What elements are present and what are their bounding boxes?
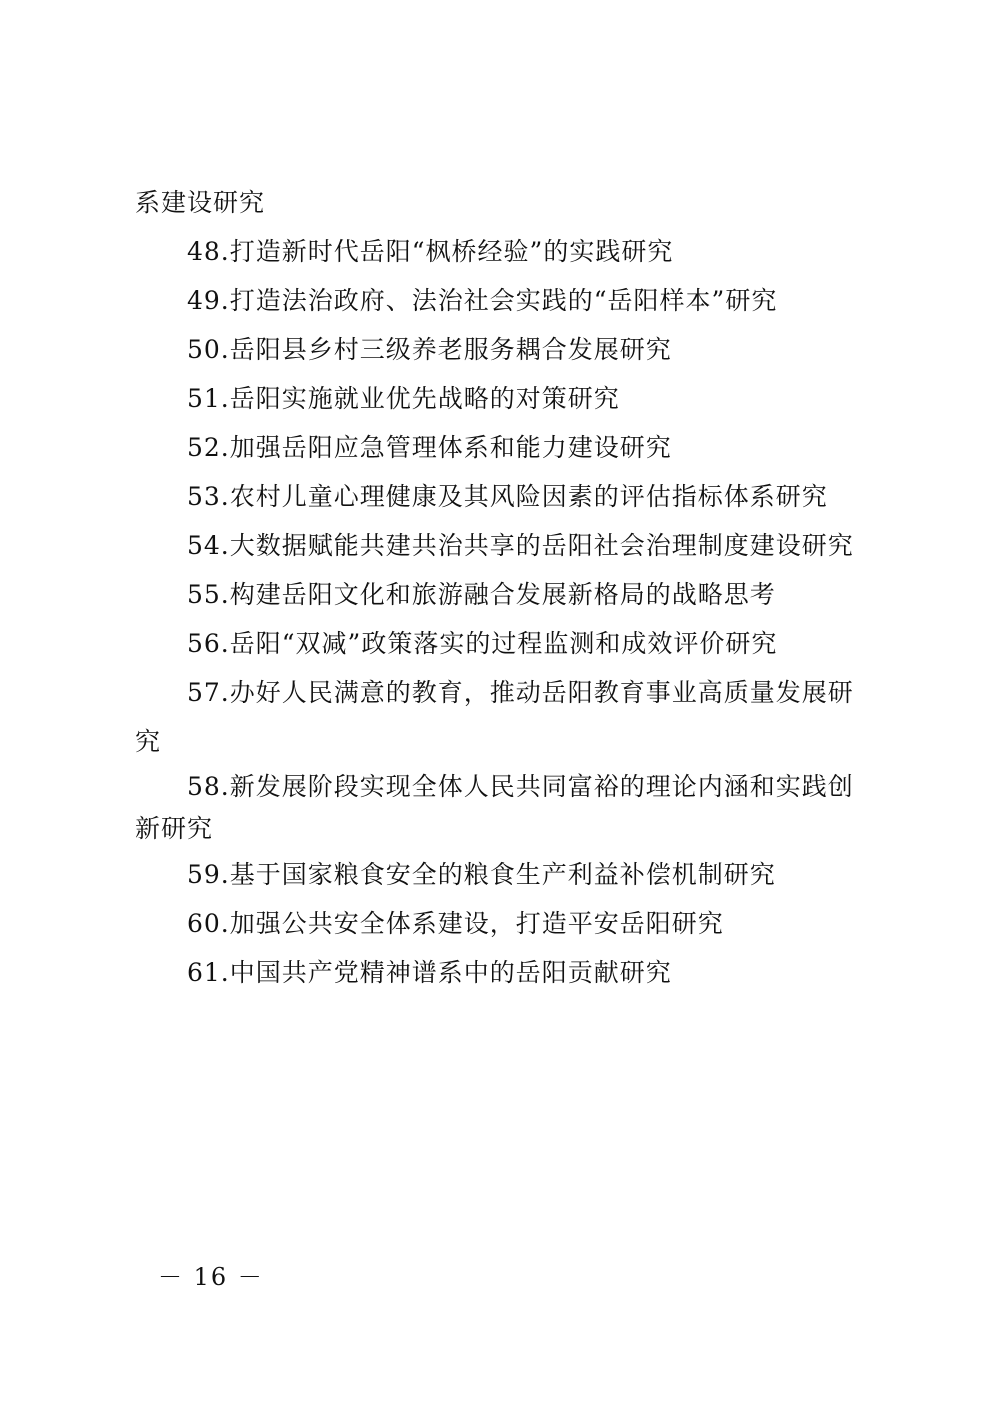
list-item-58-line-2: 新研究: [135, 814, 214, 843]
list-item-56: 56.岳阳“双减”政策落实的过程监测和成效评价研究: [187, 629, 778, 658]
page-number: － 16 －: [158, 1263, 264, 1291]
list-item-54: 54.大数据赋能共建共治共享的岳阳社会治理制度建设研究: [187, 531, 854, 560]
list-item-57-line-2: 究: [135, 727, 162, 756]
list-item-50: 50.岳阳县乡村三级养老服务耦合发展研究: [187, 335, 672, 364]
continuation-text: 系建设研究: [135, 188, 266, 217]
list-item-61: 61.中国共产党精神谱系中的岳阳贡献研究: [187, 958, 672, 987]
list-item-57-line-1: 57.办好人民满意的教育，推动岳阳教育事业高质量发展研: [187, 678, 854, 707]
research-topic-list: [135, 178, 880, 997]
list-item-60: 60.加强公共安全体系建设，打造平安岳阳研究: [187, 909, 724, 938]
list-item-51: 51.岳阳实施就业优先战略的对策研究: [187, 384, 620, 413]
list-item-59: 59.基于国家粮食安全的粮食生产利益补偿机制研究: [187, 860, 776, 889]
list-item-58-line-1: 58.新发展阶段实现全体人民共同富裕的理论内涵和实践创: [187, 772, 854, 801]
list-item-48: 48.打造新时代岳阳“枫桥经验”的实践研究: [187, 237, 674, 266]
list-item-52: 52.加强岳阳应急管理体系和能力建设研究: [187, 433, 672, 462]
list-item-55: 55.构建岳阳文化和旅游融合发展新格局的战略思考: [187, 580, 776, 609]
list-item-49: 49.打造法治政府、法治社会实践的“岳阳样本”研究: [187, 286, 778, 315]
list-item-53: 53.农村儿童心理健康及其风险因素的评估指标体系研究: [187, 482, 828, 511]
